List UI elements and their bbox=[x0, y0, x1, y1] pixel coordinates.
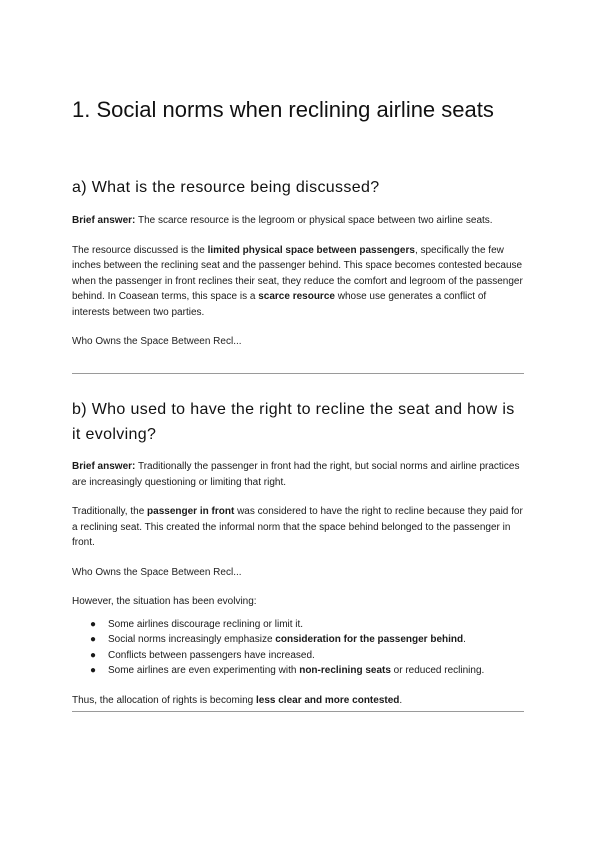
text-run: The resource discussed is the bbox=[72, 244, 208, 256]
list-item-text: Social norms increasingly emphasize bbox=[108, 634, 276, 645]
bold-run: limited physical space between passengers bbox=[207, 244, 415, 256]
list-item-text: Conflicts between passengers have increased. bbox=[108, 649, 315, 661]
brief-answer-text: The scarce resource is the legroom or physical space between two airline seats. bbox=[135, 215, 493, 226]
list-item bbox=[72, 663, 524, 679]
section-b-evolving-intro: However, the situation has been evolving: bbox=[72, 596, 257, 607]
bold-run: non-reclining seats bbox=[299, 665, 391, 676]
section-a bbox=[72, 175, 524, 350]
section-a-heading: a) What is the resource being discussed? bbox=[72, 179, 380, 196]
section-a-paragraph bbox=[72, 243, 524, 321]
horizontal-divider bbox=[72, 711, 524, 712]
text-run: . bbox=[399, 694, 403, 706]
embedded-link-chip[interactable]: Who Owns the Space Between Recl... bbox=[72, 336, 242, 347]
bullet-icon: ● bbox=[90, 649, 97, 661]
list-item bbox=[72, 648, 524, 664]
section-b bbox=[72, 397, 524, 708]
list-item-text: Some airlines discourage reclining or limit it. bbox=[108, 618, 304, 630]
section-a-brief-answer bbox=[72, 213, 524, 229]
bold-run: consideration for the passenger behind bbox=[275, 634, 464, 645]
embedded-link-chip[interactable]: Who Owns the Space Between Recl... bbox=[72, 566, 242, 578]
bold-run: passenger in front bbox=[147, 506, 235, 517]
brief-answer-text: Traditionally the passenger in front had the right, but social norms and airline practices are increasingly questioning or limiting that right. bbox=[72, 461, 520, 488]
list-item bbox=[72, 632, 524, 648]
text-run: , specifically the few inches between the reclining seat and the passenger behind. This space becomes contested because when the passenger in front reclines their seat, they reduce the comfort and legroom of the passenger behind. In Coasean terms, this space is a bbox=[72, 244, 523, 302]
bullet-list bbox=[72, 617, 524, 679]
bold-run: less clear and more contested bbox=[255, 694, 400, 706]
list-item bbox=[72, 617, 524, 633]
page-title: 1. Social norms when reclining airline seats bbox=[72, 97, 494, 122]
text-run: . bbox=[463, 634, 466, 645]
bullet-icon: ● bbox=[90, 665, 97, 676]
bold-run: scarce resource bbox=[258, 291, 335, 302]
text-run: whose use generates a conflict of interests between two parties. bbox=[72, 291, 487, 318]
list-item-text: Some airlines are even experimenting with bbox=[108, 665, 300, 676]
brief-answer-label: Brief answer: bbox=[72, 215, 136, 226]
bullet-icon: ● bbox=[90, 634, 97, 645]
text-run: Thus, the allocation of rights is becoming bbox=[72, 694, 256, 706]
brief-answer-label: Brief answer: bbox=[72, 461, 136, 472]
section-b-heading: b) Who used to have the right to recline the seat and how is it evolving? bbox=[72, 401, 515, 443]
text-run: or reduced reclining. bbox=[390, 665, 485, 676]
horizontal-divider bbox=[72, 373, 524, 374]
section-b-brief-answer bbox=[72, 459, 524, 490]
bullet-icon: ● bbox=[90, 618, 97, 630]
text-run: Traditionally, the bbox=[72, 506, 148, 517]
section-b-paragraph bbox=[72, 504, 524, 551]
section-b-conclusion bbox=[72, 693, 524, 709]
text-run: was considered to have the right to recline because they paid for a reclining seat. This created the informal norm that the space behind belonged to the passenger in front. bbox=[72, 506, 523, 548]
